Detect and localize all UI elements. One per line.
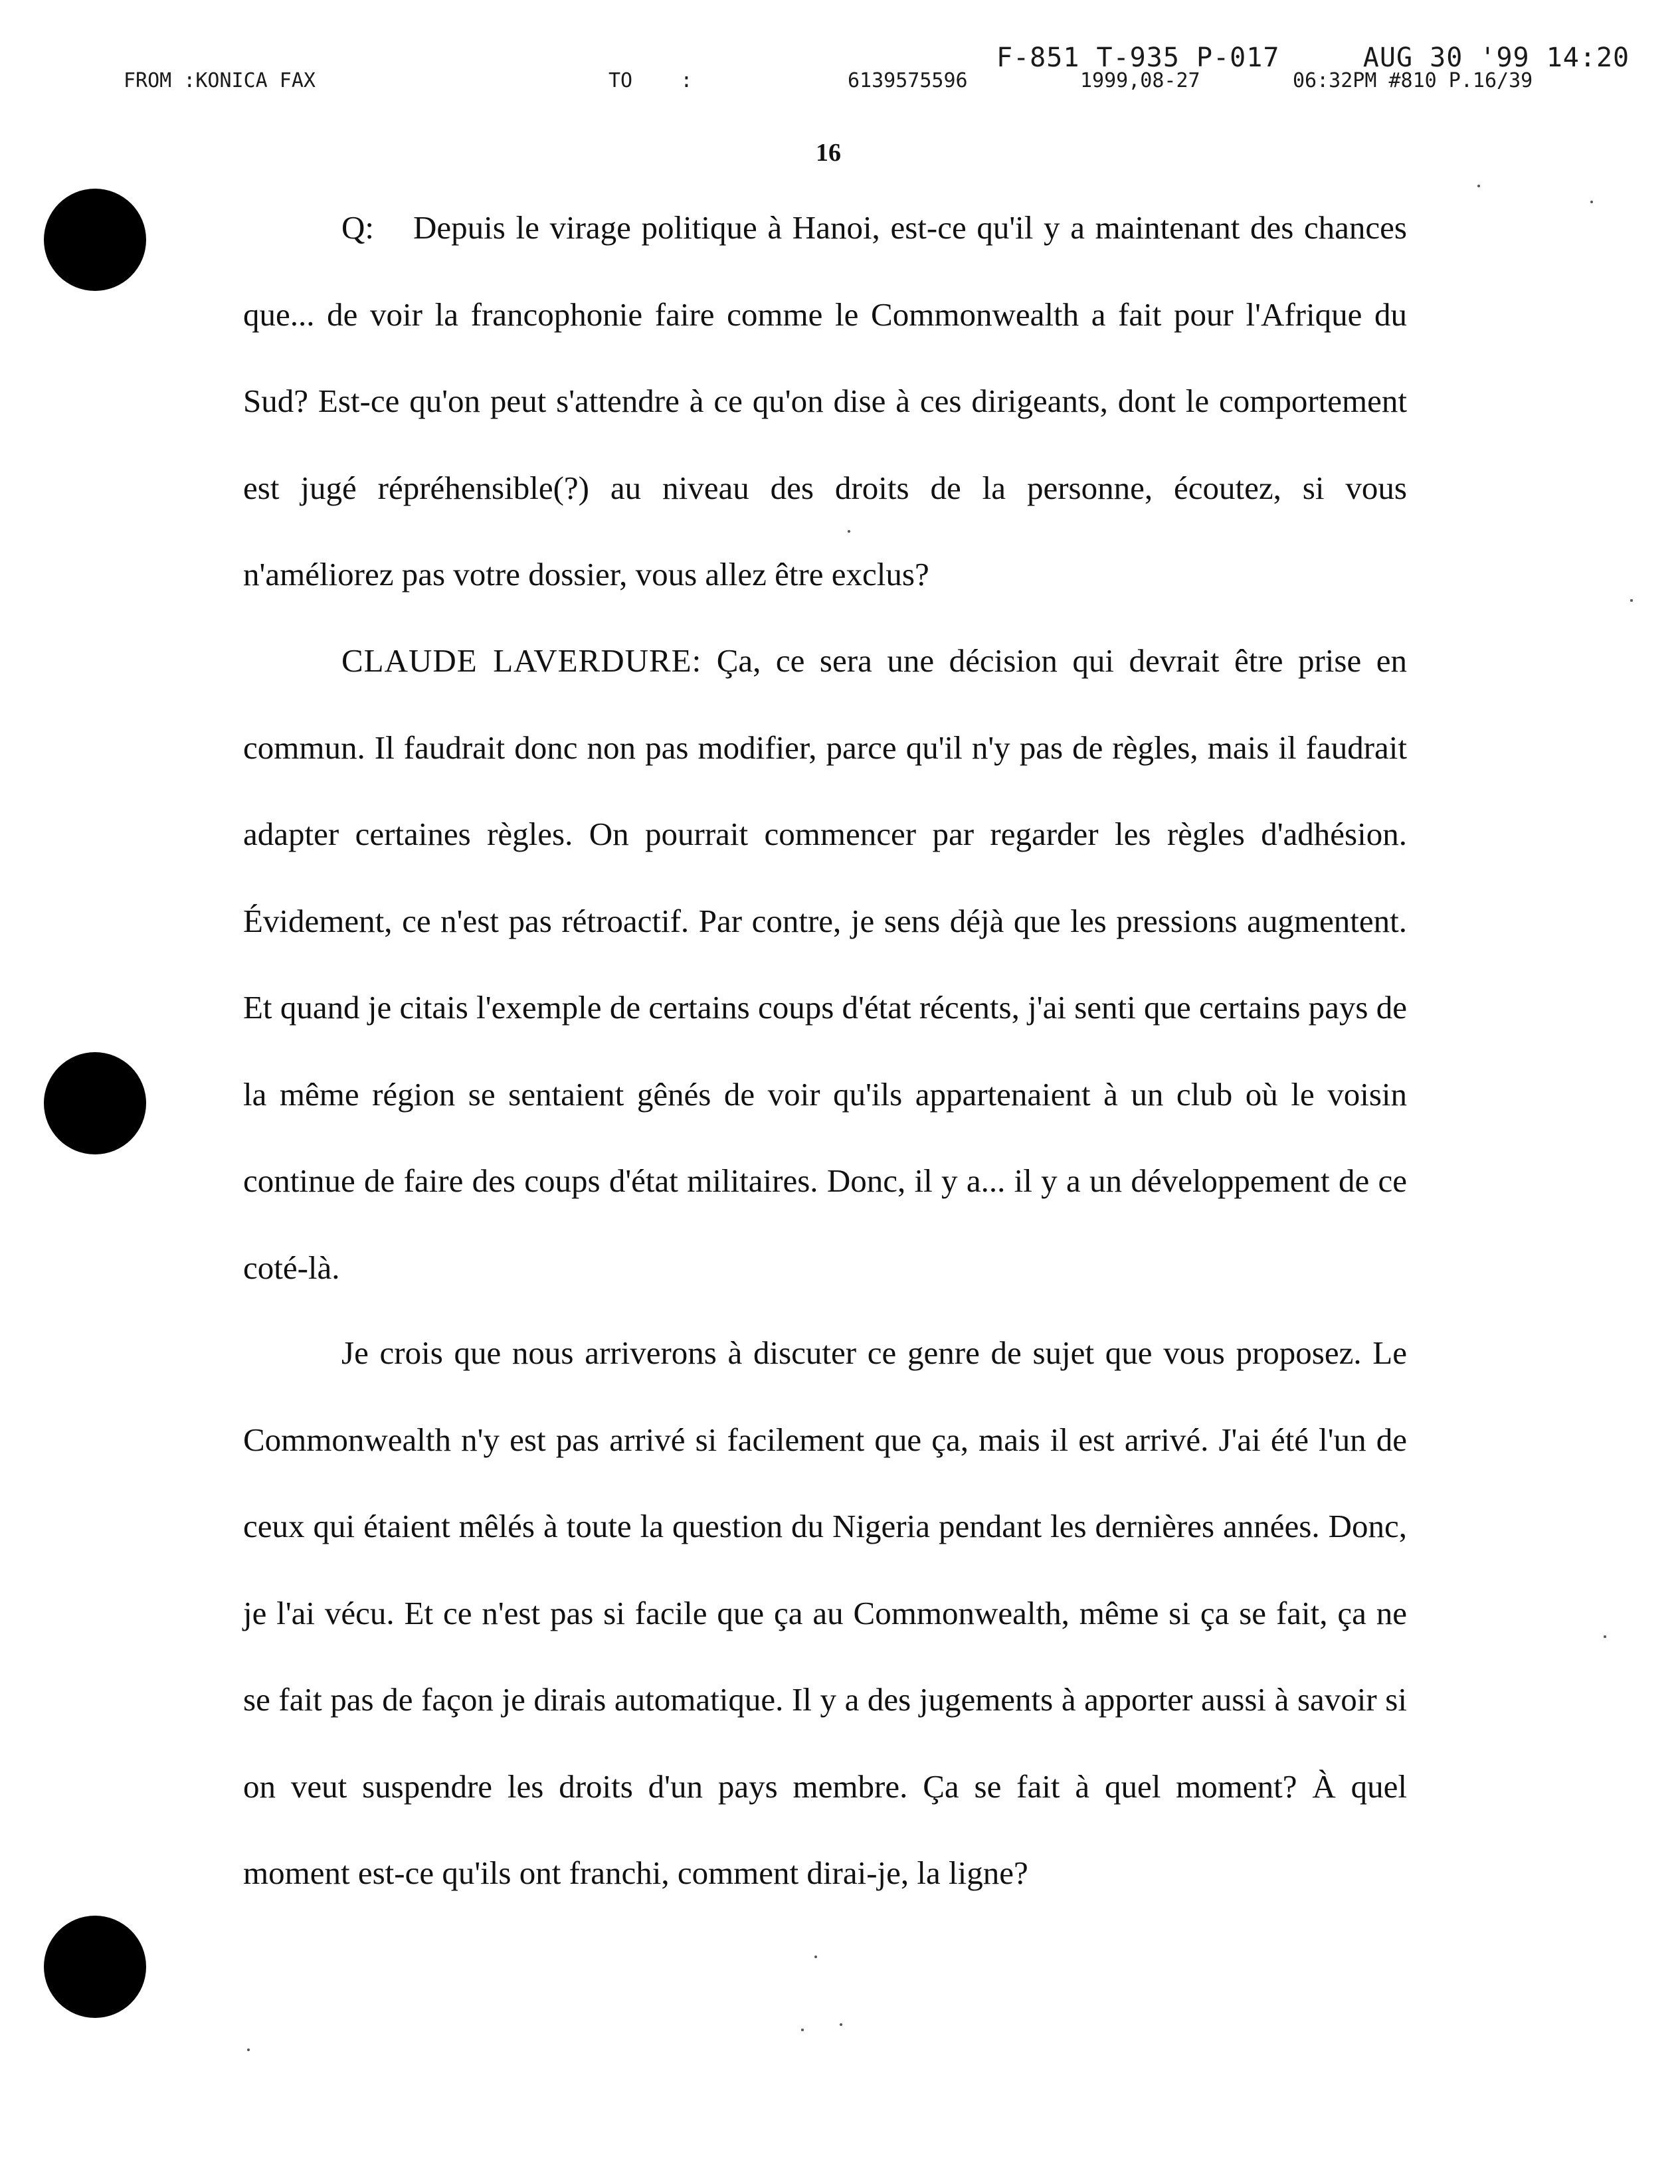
question-text: Depuis le virage politique à Hanoi, est-ce qu'il y a maintenant des chances que... de voir la francophonie faire comme le Commonwealth a fait pour l'Afrique du Sud? Est-ce qu'on peut s'attendre à ce qu'on dise à ces dirigeants, dont le comportement est jugé répréhensible(?) au niveau des droits de la personne, écoutez, si vous n'améliorez pas votre dossier, vous allez être exclus?: [243, 209, 1407, 592]
answer-text-2: Je crois que nous arriverons à discuter ce genre de sujet que vous proposez. Le Commonwealth n'y est pas arrivé si facilement que ça, mais il est arrivé. J'ai été l'un de ceux qui étaient mêlés à toute la question du Nigeria pendant les dernières années. Donc, je l'ai vécu. Et ce n'est pas si facile que ça au Commonwealth, même si ça se fait, ça ne se fait pas de façon je dirais automatique. Il y a des jugements à apporter aussi à savoir si on veut suspendre les droits d'un pays membre. Ça se fait à quel moment? À quel moment est-ce qu'ils ont franchi, comment dirai-je, la ligne?: [243, 1334, 1407, 1891]
scan-speck: [247, 2048, 250, 2051]
scan-speck: [1604, 1635, 1606, 1638]
scan-speck: [1590, 201, 1593, 203]
answer-paragraph-2: [243, 1310, 1407, 1917]
fax-to-label: TO :: [608, 69, 693, 92]
fax-date: 1999,08-27: [1080, 69, 1200, 92]
answer-text-1: Ça, ce sera une décision qui devrait être prise en commun. Il faudrait donc non pas modifier, parce qu'il n'y pas de règles, mais il faudrait adapter certaines règles. On pourrait commencer par regarder les règles d'adhésion. Évidement, ce n'est pas rétroactif. Par contre, je sens déjà que les pressions augmentent. Et quand je citais l'exemple de certains coups d'état récents, j'ai senti que certains pays de la même région se sentaient gênés de voir qu'ils appartenaient à un club où le voisin continue de faire des coups d'état militaires. Donc, il y a... il y a un développement de ce coté-là.: [243, 642, 1407, 1286]
fax-time-page: 06:32PM #810 P.16/39: [1293, 69, 1533, 92]
scan-speck: [840, 2023, 842, 2026]
punch-hole-top: [44, 189, 146, 291]
scan-speck: [1630, 599, 1633, 602]
question-paragraph: [243, 185, 1407, 618]
punch-hole-bottom: [44, 1916, 146, 2018]
fax-phone-number: 6139575596: [848, 69, 968, 92]
fax-header-sender-line: [0, 69, 1680, 96]
fax-from-label: FROM :KONICA FAX: [124, 69, 316, 92]
answer-paragraph-1: [243, 618, 1407, 1311]
question-label: Q:: [341, 209, 374, 246]
scan-speck: [814, 1956, 817, 1958]
speaker-name: CLAUDE LAVERDURE:: [341, 642, 702, 679]
page-number: 16: [816, 139, 841, 167]
punch-hole-middle: [44, 1052, 146, 1154]
fax-header-transmission-line: F-851 T-935 P-017 AUG 30 '99 14:20: [996, 43, 1630, 73]
scan-speck: [1477, 185, 1480, 187]
scan-speck: [801, 2029, 804, 2031]
